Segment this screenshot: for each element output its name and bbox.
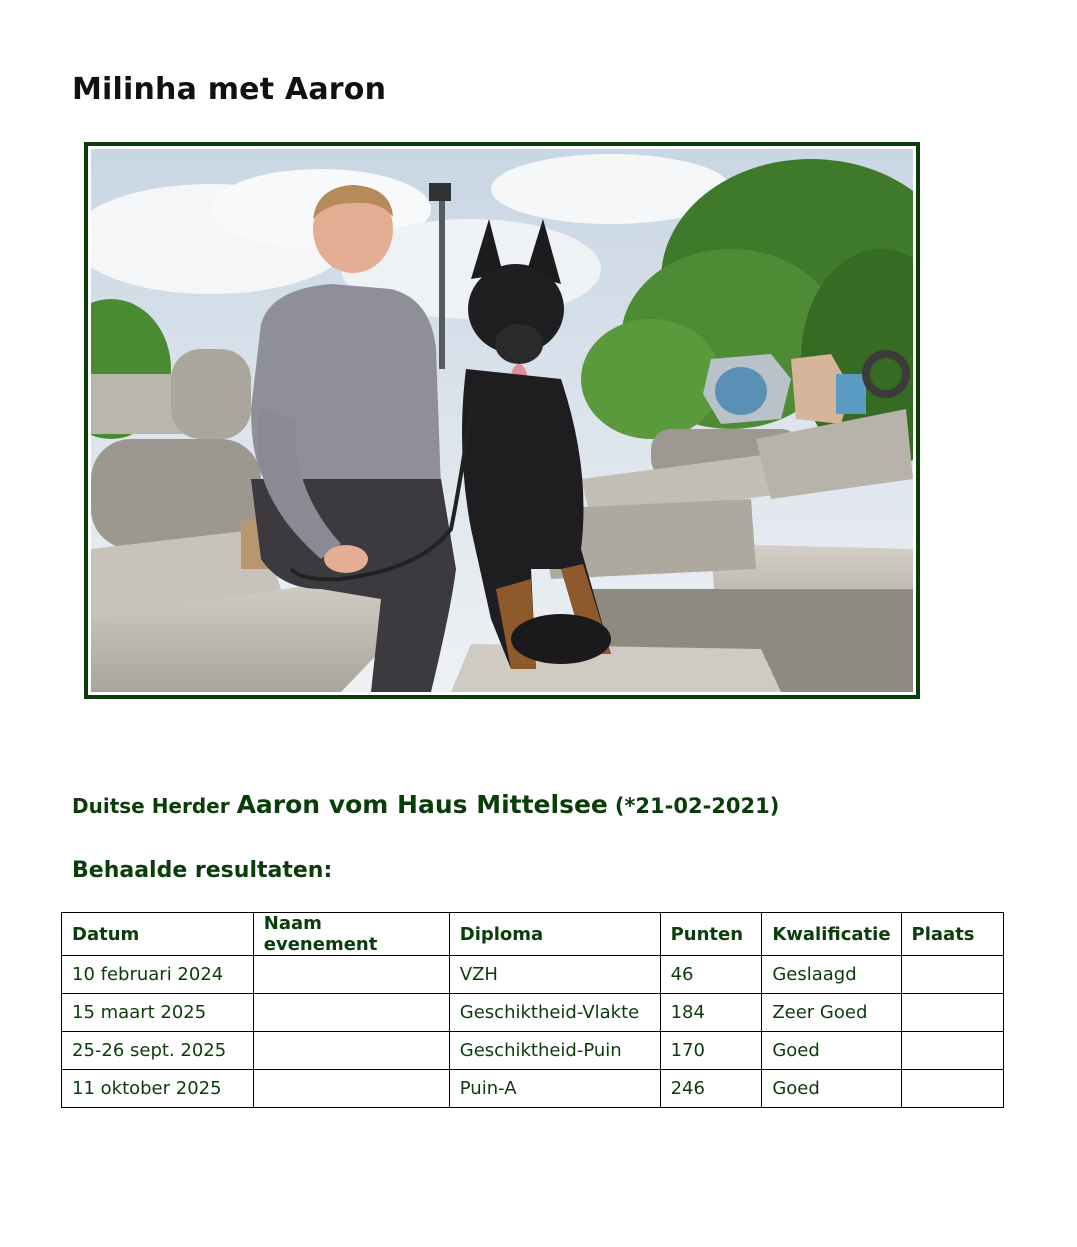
cell-punten: 184 [660,994,762,1032]
handler-dog-photo [84,142,920,699]
cell-plaats [901,994,1003,1032]
col-naam-evenement: Naam evenement [253,913,449,956]
table-row [62,956,1004,994]
cell-kwalificatie: Goed [762,1070,901,1108]
photo-illustration [91,149,913,692]
dog-breed: Duitse Herder [72,794,230,818]
col-diploma: Diploma [449,913,660,956]
cell-punten: 46 [660,956,762,994]
col-kwalificatie: Kwalificatie [762,913,901,956]
cell-punten: 170 [660,1032,762,1070]
dog-subtitle [72,790,779,819]
cell-plaats [901,1032,1003,1070]
cell-datum: 11 oktober 2025 [62,1070,254,1108]
cell-kwalificatie: Geslaagd [762,956,901,994]
cell-diploma: Geschiktheid-Vlakte [449,994,660,1032]
cell-punten: 246 [660,1070,762,1108]
table-row [62,1070,1004,1108]
table-header-row [62,913,1004,956]
results-table [61,912,1004,1108]
page-title: Milinha met Aaron [72,72,387,107]
cell-plaats [901,956,1003,994]
dog-name: Aaron vom Haus Mittelsee [236,790,608,819]
cell-datum: 25-26 sept. 2025 [62,1032,254,1070]
cell-kwalificatie: Goed [762,1032,901,1070]
cell-datum: 15 maart 2025 [62,994,254,1032]
dog-birth: (*21-02-2021) [614,794,780,818]
cell-datum: 10 februari 2024 [62,956,254,994]
cell-naam-evenement [253,1070,449,1108]
col-punten: Punten [660,913,762,956]
table-row [62,1032,1004,1070]
cell-diploma: Geschiktheid-Puin [449,1032,660,1070]
cell-diploma: Puin-A [449,1070,660,1108]
table-row [62,994,1004,1032]
cell-naam-evenement [253,1032,449,1070]
col-datum: Datum [62,913,254,956]
cell-plaats [901,1070,1003,1108]
cell-diploma: VZH [449,956,660,994]
cell-kwalificatie: Zeer Goed [762,994,901,1032]
results-heading: Behaalde resultaten: [72,858,333,883]
col-plaats: Plaats [901,913,1003,956]
cell-naam-evenement [253,994,449,1032]
cell-naam-evenement [253,956,449,994]
